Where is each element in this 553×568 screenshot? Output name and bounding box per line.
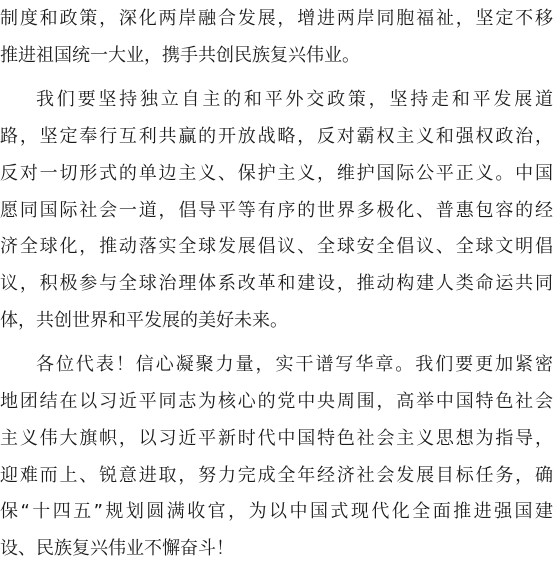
paragraph-2-line-7: 体，共创世界和平发展的美好未来。 xyxy=(0,310,288,331)
paragraph-2-line-4: 愿同国际社会一道，倡导平等有序的世界多极化、普惠包容的经 xyxy=(0,200,553,221)
paragraph-1-line-1: 制度和政策，深化两岸融合发展，增进两岸同胞福祉，坚定不移 xyxy=(0,8,553,29)
paragraph-1-line-2: 推进祖国统一大业，携手共创民族复兴伟业。 xyxy=(0,45,360,66)
paragraph-3-line-3: 主义伟大旗帜，以习近平新时代中国特色社会主义思想为指导， xyxy=(0,428,553,449)
paragraph-2-line-5: 济全球化，推动落实全球发展倡议、全球安全倡议、全球文明倡 xyxy=(0,236,553,257)
paragraph-2-line-2: 路，坚定奉行互利共赢的开放战略，反对霸权主义和强权政治， xyxy=(0,126,553,147)
paragraph-3-line-4: 迎难而上、锐意进取，努力完成全年经济社会发展目标任务，确 xyxy=(0,465,553,486)
paragraph-3-line-5: 保“十四五”规划圆满收官，为以中国式现代化全面推进强国建 xyxy=(0,501,553,522)
paragraph-2-line-1: 我们要坚持独立自主的和平外交政策，坚持走和平发展道 xyxy=(36,89,553,110)
paragraph-3-line-1: 各位代表！信心凝聚力量，实干谱写华章。我们要更加紧密 xyxy=(36,354,553,375)
paragraph-2-line-3: 反对一切形式的单边主义、保护主义，维护国际公平正义。中国 xyxy=(0,163,553,184)
paragraph-2-line-6: 议，积极参与全球治理体系改革和建设，推动构建人类命运共同 xyxy=(0,273,553,294)
paragraph-3-line-6: 设、民族复兴伟业不懈奋斗！ xyxy=(0,538,234,559)
paragraph-3-line-2: 地团结在以习近平同志为核心的党中央周围，高举中国特色社会 xyxy=(0,391,553,412)
